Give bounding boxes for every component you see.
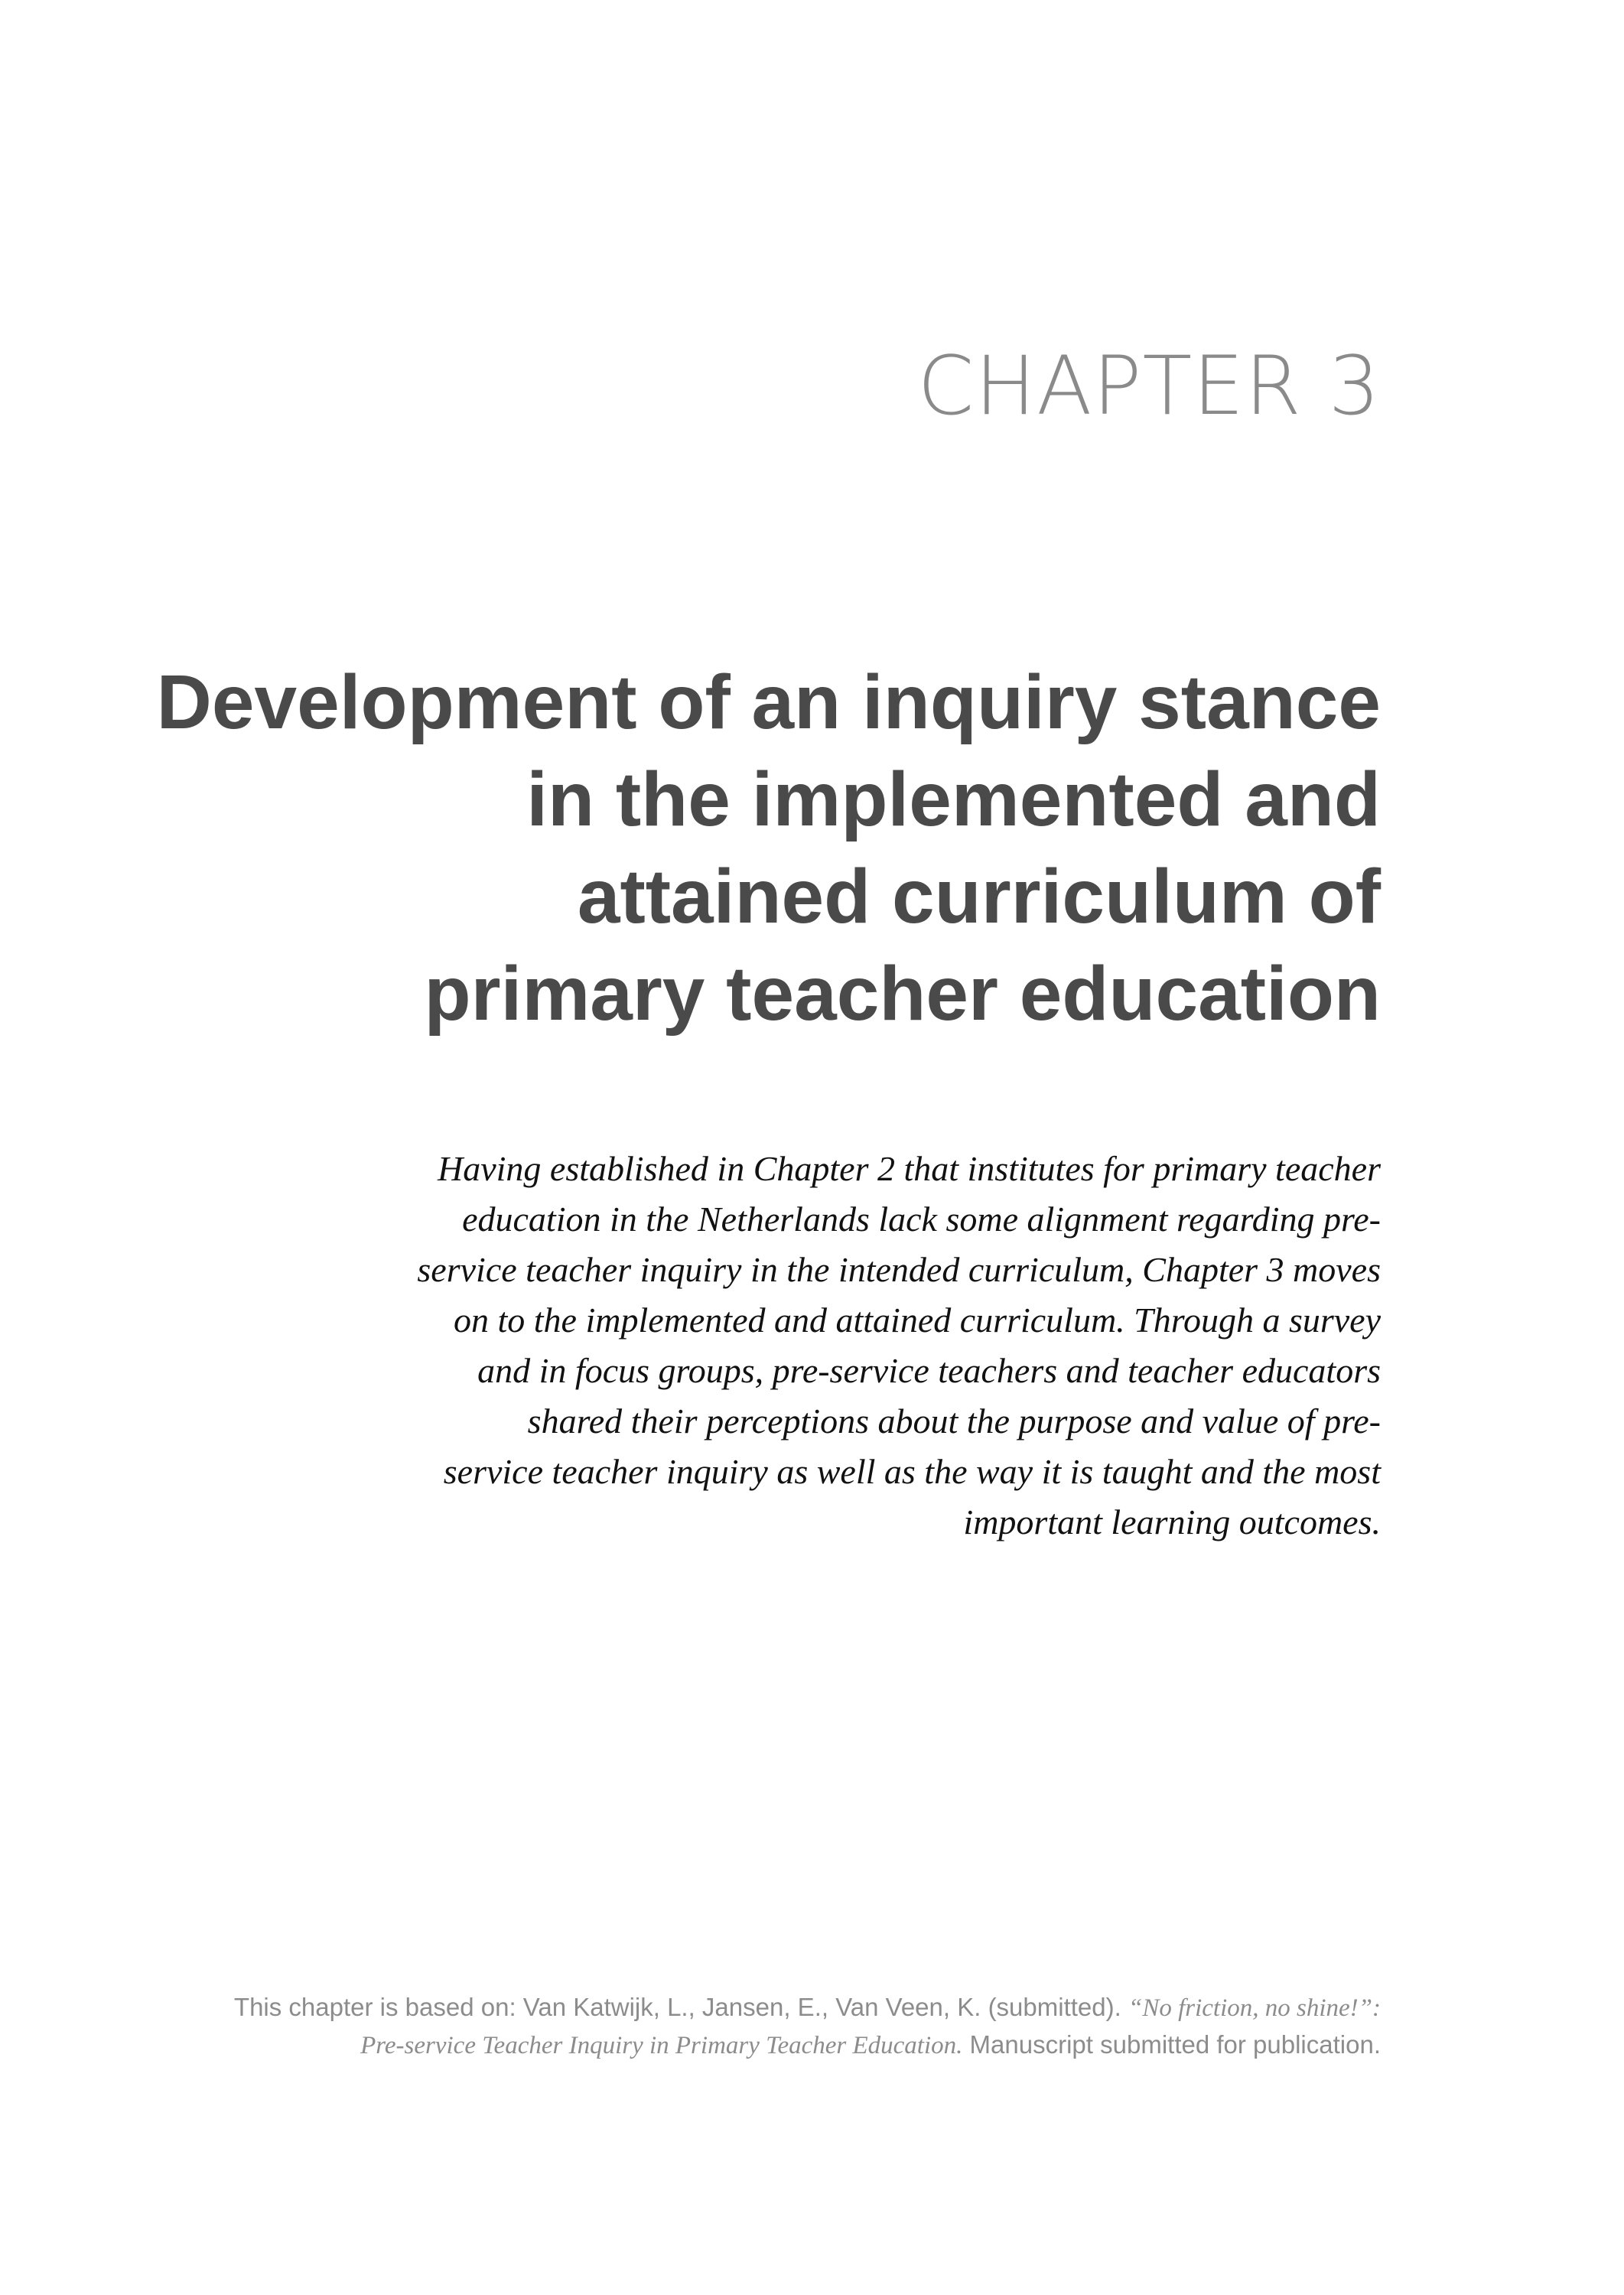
chapter-title — [80, 654, 1381, 1043]
chapter-abstract — [310, 1144, 1381, 1548]
footnote-line — [157, 1989, 1381, 2026]
abstract-line: education in the Netherlands lack some alignment regarding pre- — [462, 1200, 1381, 1239]
footnote-quote-title: “No friction, no shine!”: — [1128, 1994, 1381, 2022]
footnote-line — [157, 2026, 1381, 2064]
abstract-line: on to the implemented and attained curriculum. Through a survey — [453, 1300, 1381, 1340]
abstract-line: and in focus groups, pre-service teachers and teacher educators — [477, 1351, 1381, 1390]
abstract-line: service teacher inquiry in the intended curriculum, Chapter 3 moves — [417, 1250, 1381, 1289]
abstract-line: Having established in Chapter 2 that institutes for primary teacher — [438, 1149, 1381, 1188]
footnote-citation-text: This chapter is based on: Van Katwijk, L., Jansen, E., Van Veen, K. (submitted). — [233, 1993, 1128, 2021]
abstract-line: shared their perceptions about the purpose and value of pre- — [527, 1401, 1381, 1440]
footnote-article-title: Pre-service Teacher Inquiry in Primary Teacher Education. — [360, 2032, 963, 2059]
chapter-title-line: primary teacher education — [424, 951, 1381, 1037]
chapter-title-line: attained curriculum of — [577, 854, 1381, 939]
abstract-line: service teacher inquiry as well as the way it is taught and the most — [443, 1452, 1381, 1491]
source-footnote — [157, 1989, 1381, 2064]
chapter-title-line: in the implemented and — [526, 757, 1381, 842]
chapter-label: CHAPTER 3 — [917, 339, 1381, 433]
footnote-status-text: Manuscript submitted for publication. — [962, 2030, 1381, 2059]
chapter-title-line: Development of an inquiry stance — [156, 659, 1381, 745]
abstract-line: important learning outcomes. — [963, 1502, 1381, 1541]
